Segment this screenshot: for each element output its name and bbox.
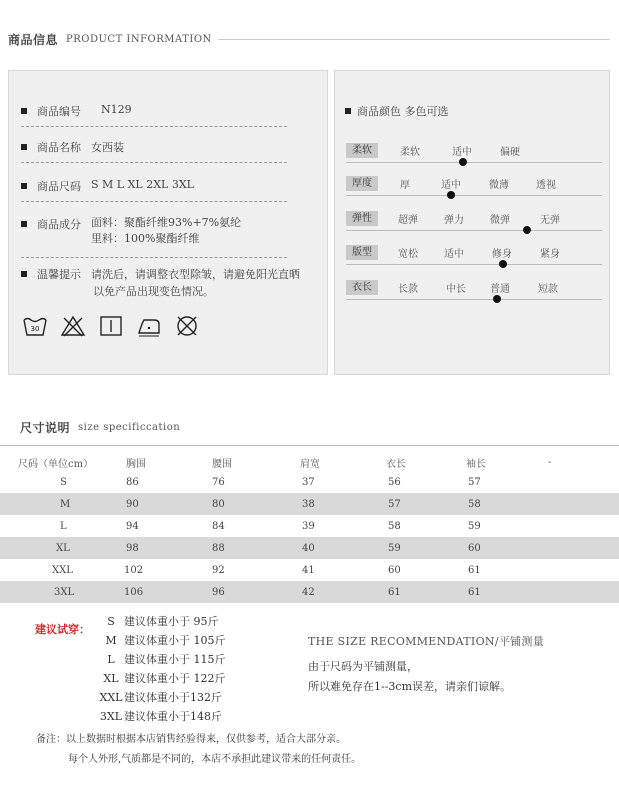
remark-line-2: 每个人外形,气质都是不同的，本店不承担此建议带来的任何责任。 [68,754,362,765]
table-cell: 96 [206,581,294,603]
attr-option: 偏硬 [500,147,520,158]
table-cell: 58 [460,493,542,515]
no-bleach-icon [60,314,86,338]
info-key: 商品名称 [37,141,81,154]
attr-option: 弹力 [444,215,464,226]
size-table-header [0,453,619,471]
table-cell: 76 [212,476,225,488]
list-item [98,631,226,650]
attr-marker [447,191,455,199]
attr-scale-line [346,299,602,300]
table-cell: 41 [302,564,315,576]
table-cell-empty [542,537,619,559]
bullet-icon [21,144,27,150]
header-divider [218,39,610,40]
table-cell: 61 [460,581,542,603]
list-item [98,707,226,726]
fabric-text: 面料：聚酯纤维93%+7%氨纶 [91,216,242,229]
header-cell: 肩宽 [300,458,320,470]
size-title-en: size specificcation [78,422,181,433]
table-row [0,515,619,537]
attr-option: 长款 [398,284,418,295]
info-row-material [21,216,241,247]
info-key: 商品编号 [37,105,81,118]
tips-text-2: 以免产品出现变色情况。 [93,285,214,298]
attr-option: 普通 [490,284,510,295]
table-row [0,559,619,581]
rec-size: M [105,634,117,647]
info-key: 商品成分 [37,218,81,231]
list-item [98,669,226,688]
attr-label: 弹性 [346,211,378,226]
info-row-name [21,139,124,155]
rec-text: 建议体重小于148斤 [124,710,222,723]
table-cell: 98 [120,537,206,559]
table-cell: 57 [380,493,460,515]
rec-text: 建议体重小于132斤 [124,691,222,704]
attr-option: 微薄 [489,180,509,191]
table-cell: 86 [126,476,139,488]
attr-label: 衣长 [346,280,378,295]
bullet-icon [21,271,27,277]
attr-scale-line [346,195,602,196]
lining-text: 里料：100%聚酯纤维 [91,232,200,245]
table-cell: M [0,493,120,515]
note-line-1: 由于尺码为平铺测量， [308,660,418,673]
attr-marker [493,295,501,303]
bullet-icon [21,221,27,227]
attr-option: 紧身 [540,249,560,260]
attr-label: 版型 [346,245,378,260]
attr-scale-line [346,230,602,231]
iron-low-icon [136,314,162,338]
table-cell: 59 [468,520,481,532]
attributes-title-text: 商品颜色 多色可选 [357,105,449,118]
dashed-divider [21,257,287,258]
table-cell: 60 [460,537,542,559]
recommendation-title: 建议试穿： [35,623,90,636]
recommendation-heading: THE SIZE RECOMMENDATION/平铺测量 [308,635,545,648]
header-cell: 胸围 [126,458,146,470]
header-cell: 尺码（单位cm） [18,458,94,470]
table-cell: 37 [302,476,315,488]
care-icons [22,314,200,338]
table-row [0,581,619,603]
list-item [98,650,226,669]
attr-row-elasticity [346,209,602,231]
size-title-cn: 尺寸说明 [20,421,71,435]
attr-option: 微弹 [490,215,510,226]
recommendation-list [98,612,226,726]
dashed-divider [21,126,287,127]
table-cell: 3XL [0,581,120,603]
attr-option: 适中 [452,147,472,158]
no-dry-clean-icon [174,314,200,338]
info-value: 女西装 [91,141,124,154]
attr-row-thickness [346,174,602,196]
rec-size: XXL [99,691,123,704]
table-cell-empty [542,471,619,493]
table-cell: 38 [294,493,380,515]
tips-text-1: 请洗后，请调整衣型除皱，请避免阳光直晒 [91,268,300,281]
attr-option: 透视 [536,180,556,191]
attr-scale-line [346,162,602,163]
header-cell: - [548,456,552,468]
attr-option: 超弹 [398,215,418,226]
attr-option: 适中 [444,249,464,260]
attr-option: 适中 [441,180,461,191]
bullet-icon [21,183,27,189]
rec-text: 建议体重小于 95斤 [124,615,219,628]
remark [36,730,361,770]
table-cell: 60 [388,564,401,576]
table-cell: 59 [380,537,460,559]
wash-30-icon [22,314,48,338]
header-cell: 衣长 [386,458,406,470]
table-cell: 84 [212,520,225,532]
attr-marker [523,226,531,234]
attr-label: 柔软 [346,143,378,158]
size-section-header [20,419,180,436]
table-cell: 94 [126,520,139,532]
info-value: S M L XL 2XL 3XL [91,178,194,191]
table-cell-empty [542,559,619,581]
attr-marker [459,158,467,166]
info-key: 商品尺码 [37,180,81,193]
table-cell: 88 [206,537,294,559]
rec-text: 建议体重小于 122斤 [124,672,226,685]
attr-option: 柔软 [400,147,420,158]
table-cell: 61 [468,564,481,576]
rec-size: 3XL [99,710,123,723]
attr-scale-line [346,264,602,265]
bullet-icon [345,108,351,114]
table-cell: XL [0,537,120,559]
table-cell: 80 [206,493,294,515]
rec-size: XL [103,672,119,685]
attr-option: 宽松 [398,249,418,260]
attr-label: 厚度 [346,176,378,191]
list-item [98,688,226,707]
table-cell: 42 [294,581,380,603]
attributes-title [345,103,449,119]
product-info-header [8,31,212,48]
info-value: N129 [101,103,132,116]
svg-text:30: 30 [30,325,40,333]
size-divider [0,445,619,446]
rec-text: 建议体重小于 105斤 [124,634,226,647]
remark-line-1: 备注：以上数据时根据本店销售经验得来，仅供参考，适合大部分亲。 [36,734,346,745]
header-cell: 袖长 [466,458,486,470]
dashed-divider [21,201,287,202]
attr-marker [499,260,507,268]
table-cell: 102 [124,564,144,576]
info-row-code [21,103,132,119]
table-cell-empty [542,493,619,515]
info-row-tips [21,266,300,300]
tips-block [37,266,300,300]
table-row [0,493,619,515]
table-cell: L [60,520,67,532]
dashed-divider [21,162,287,163]
list-item [98,612,226,631]
attr-option: 短款 [538,284,558,295]
info-key: 温馨提示 [37,268,81,281]
info-value-block [91,215,241,247]
table-cell-empty [542,515,619,537]
product-info-title-en: PRODUCT INFORMATION [66,34,212,45]
size-table [0,453,619,603]
table-cell-empty [542,581,619,603]
attr-option: 无弹 [540,215,560,226]
bullet-icon [21,108,27,114]
note-line-2: 所以难免存在1--3cm误差，请亲们谅解。 [308,680,512,693]
table-row [0,537,619,559]
table-cell: 40 [294,537,380,559]
product-info-title-cn: 商品信息 [8,33,59,47]
table-cell: 56 [388,476,401,488]
attr-option: 修身 [492,249,512,260]
hang-dry-icon [98,314,124,338]
attr-row-fit [346,243,602,265]
attr-option: 厚 [400,180,410,191]
table-cell: 90 [120,493,206,515]
table-cell: 106 [120,581,206,603]
info-row-sizes [21,178,194,194]
header-cell: 腰围 [212,458,232,470]
attr-row-softness [346,141,602,163]
rec-size: S [107,615,115,628]
table-cell: 58 [388,520,401,532]
attr-row-length [346,278,602,300]
table-row [0,471,619,493]
table-cell: XXL [52,564,73,576]
rec-size: L [107,653,115,666]
attr-option: 中长 [446,284,466,295]
table-cell: 61 [380,581,460,603]
table-cell: S [60,476,67,488]
table-cell: 92 [212,564,225,576]
rec-text: 建议体重小于 115斤 [124,653,226,666]
table-cell: 57 [468,476,481,488]
table-cell: 39 [302,520,315,532]
recommendation-note [308,657,511,697]
